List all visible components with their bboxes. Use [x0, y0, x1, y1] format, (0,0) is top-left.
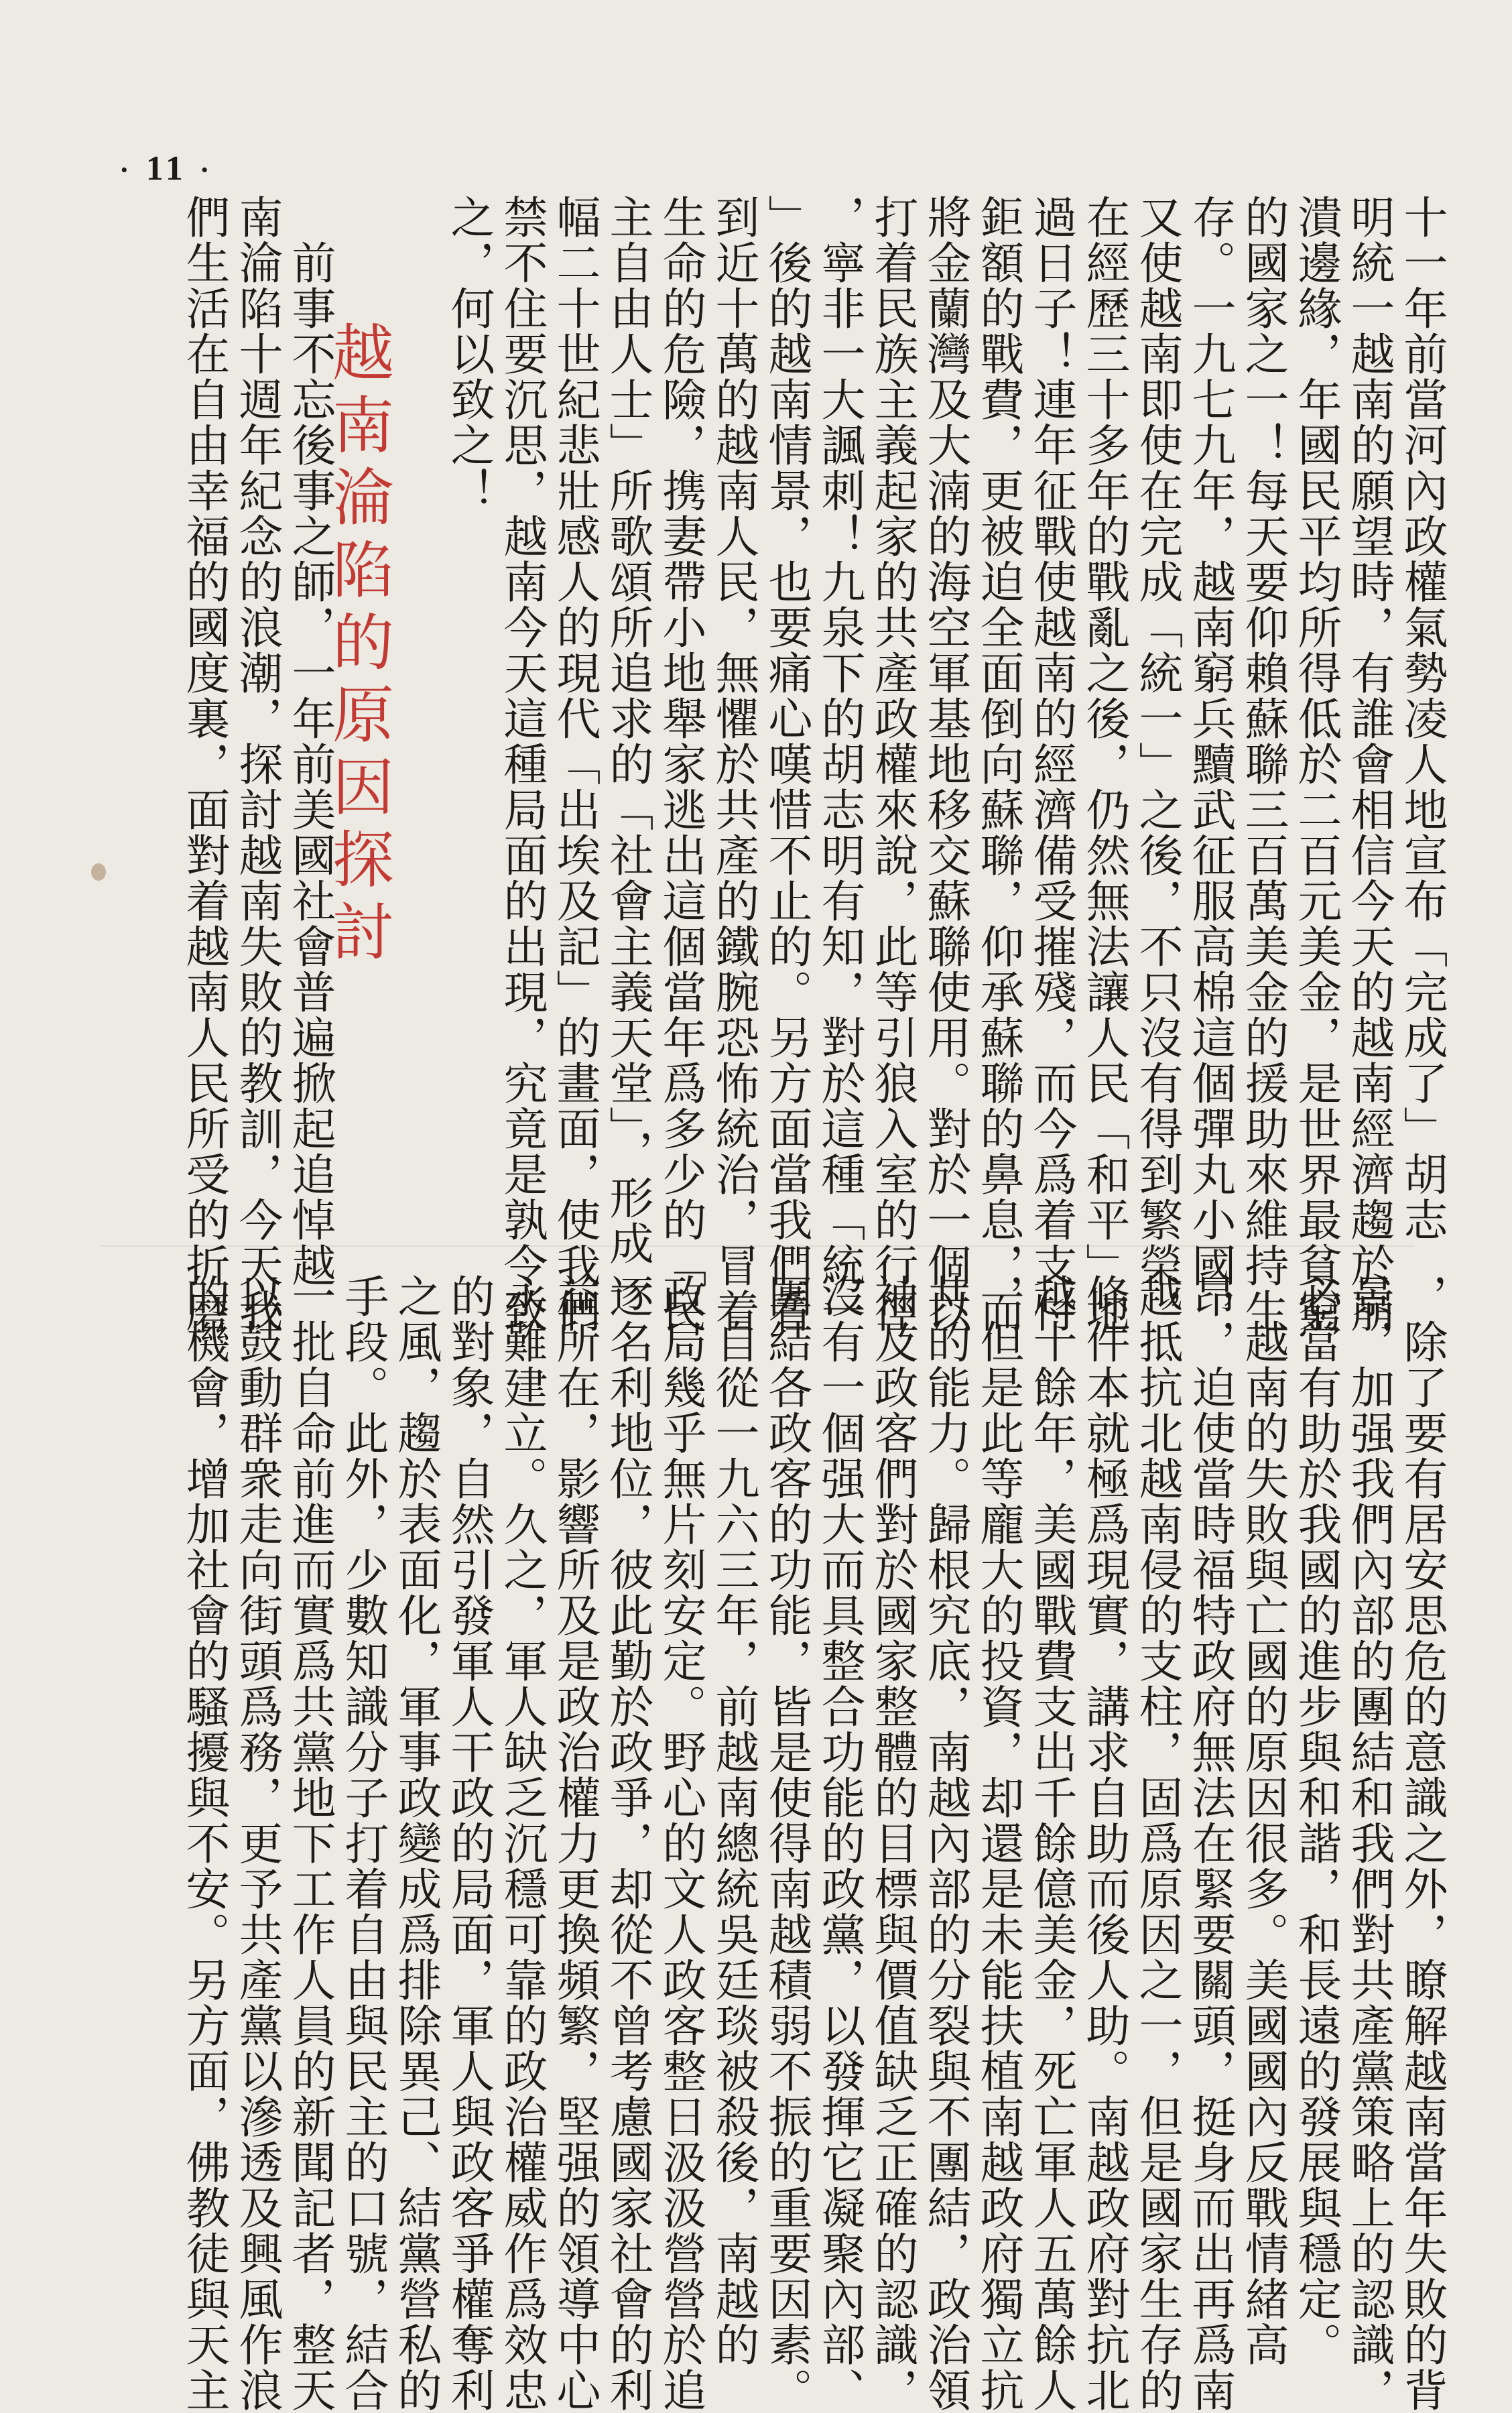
text-column: 南淪陷十週年紀念的浪潮，探討越南失敗的教訓，今天我: [231, 194, 283, 1334]
text-column: 的對象，自然引發軍人干政的局面，軍人與政客爭權奪利: [443, 1274, 495, 2413]
text-column: ，寧非一大諷刺！九泉下的胡志明有知，對於這種「統一: [814, 194, 865, 1334]
text-column: 政局幾乎無片刻安定。野心的文人政客整日汲汲營營於追: [655, 1274, 706, 2413]
text-column: 沒有一個强大而具整合功能的政黨，以發揮它凝聚內部、: [814, 1274, 865, 2413]
page-number: · 11 ·: [119, 149, 214, 188]
text-column: 生命的危險，携妻帶小地舉家逃出這個當年爲多少的「民: [655, 194, 706, 1334]
text-column: 又使越南即使在完成「統一」之後，不只沒有得到繁榮，: [1131, 194, 1183, 1334]
text-column: 景，加强我們內部的團結和我們對共產黨策略上的認識，: [1343, 1274, 1395, 2413]
text-column: 過日子！連年征戰使越南的經濟備受摧殘，而今爲着支付: [1025, 194, 1077, 1334]
text-column: 之風，趨於表面化，軍事政變成爲排除異己、結黨營私的: [390, 1274, 442, 2413]
text-column: 在經歷三十多年的戰亂之後，仍然無法讓人民「和平」地: [1078, 194, 1130, 1334]
text-column: 潰邊緣，年國民平均所得低於二百元美金，是世界最貧窮: [1290, 194, 1342, 1334]
text-column: 主自由人士」所歌頌所追求的「社會主義天堂」，形成一: [602, 194, 653, 1312]
text-column: 益所在，影響所及是政治權力更換頻繁，堅强的領導中心: [549, 1274, 601, 2413]
paper-stain: [91, 863, 106, 881]
text-column: 自從一九六三年，前越南總統吳廷琰被殺後，南越的: [708, 1274, 759, 2367]
text-column: 明統一越南的願望時，有誰會相信今天的越南經濟趨於崩: [1343, 194, 1395, 1334]
text-column: 的國家之一！每天要仰賴蘇聯三百萬美金的援助來維持生: [1237, 194, 1289, 1334]
text-column: 打着民族主義起家的共產政權來說，此等引狼入室的行徑: [867, 194, 918, 1334]
text-column: 共的能力。歸根究底，南越內部的分裂與不團結，政治領: [920, 1274, 971, 2413]
text-column: 禁不住要沉思，越南今天這種局面的出現，究竟是孰令致: [496, 194, 548, 1334]
text-column: 一批自命前進而實爲共黨地下工作人員的新聞記者，整天: [284, 1274, 336, 2413]
text-column: ，但是此等龐大的投資，却還是未能扶植南越政府獨立抗: [972, 1274, 1024, 2413]
text-column: 存。一九七九年，越南窮兵黷武征服高棉這個彈丸小國，: [1184, 194, 1236, 1334]
text-column: 的機會，增加社會的騷擾與不安。另方面，佛教徒與天主: [178, 1274, 230, 2413]
text-column: 越南的失敗與亡國的原因很多。美國國內反戰情緒高: [1237, 1274, 1289, 2367]
page-number-value: 11: [145, 149, 187, 188]
text-column: 越十餘年，美國戰費支出千餘億美金，死亡軍人五萬餘人: [1025, 1274, 1077, 2413]
text-column: 們生活在自由幸福的國度裏，面對着越南人民所受的折磨: [178, 194, 230, 1334]
text-column: 昂，迫使當時福特政府無法在緊要關頭，挺身而出再爲南: [1184, 1274, 1236, 2413]
text-column: 鉅額的戰費，更被迫全面倒向蘇聯，仰承蘇聯的鼻息，而: [972, 194, 1024, 1334]
text-column: 逐名利地位，彼此勤於政爭，却從不曾考慮國家社會的利: [602, 1274, 653, 2413]
text-column: 將金蘭灣及大湳的海空軍基地移交蘇聯使用。對於一個以: [920, 194, 971, 1334]
text-column: 必當有助於我國的進步與和諧，和長遠的發展與穩定。: [1290, 1274, 1342, 2367]
text-column: 」後的越南情景，也要痛心嘆惜不止的。另方面當我們看: [761, 194, 812, 1334]
text-column: 之，何以致之！: [443, 194, 495, 513]
article-title: 越南淪陷的原因探討: [322, 320, 394, 972]
text-column: 幅二十世紀悲壯感人的現代「出埃及記」的畫面，使我們: [549, 194, 601, 1334]
text-column: 越抵抗北越南侵的支柱，固爲原因之一，但是國家生存的: [1131, 1274, 1183, 2413]
block-divider: [101, 1245, 1414, 1247]
text-column: 前事不忘後事之師，一年前美國社會普遍掀起追悼越: [284, 194, 336, 1288]
text-column: 條件本就極爲現實，講求自助而後人助。南越政府對抗北: [1078, 1274, 1130, 2413]
text-column: 袖及政客們對於國家整體的目標與價值缺乏正確的認識，: [867, 1274, 918, 2413]
text-column: 以鼓動群衆走向街頭爲務，更予共產黨以滲透及興風作浪: [231, 1274, 283, 2413]
text-column: 十一年前當河內政權氣勢凌人地宣布「完成了」胡志: [1396, 194, 1448, 1243]
text-column: 到近十萬的越南人民，無懼於共產的鐵腕恐怖統治，冒着: [708, 194, 759, 1334]
text-column: 永難建立。久之，軍人缺乏沉穩可靠的政治權威作爲效忠: [496, 1274, 548, 2413]
text-column: ，除了要有居安思危的意識之外，瞭解越南當年失敗的背: [1396, 1274, 1448, 2413]
text-column: 手段。此外，少數知識分子打着自由與民主的口號，結合: [337, 1274, 389, 2413]
text-column: 團結各政客的功能，皆是使得南越積弱不振的重要因素。: [761, 1274, 812, 2413]
